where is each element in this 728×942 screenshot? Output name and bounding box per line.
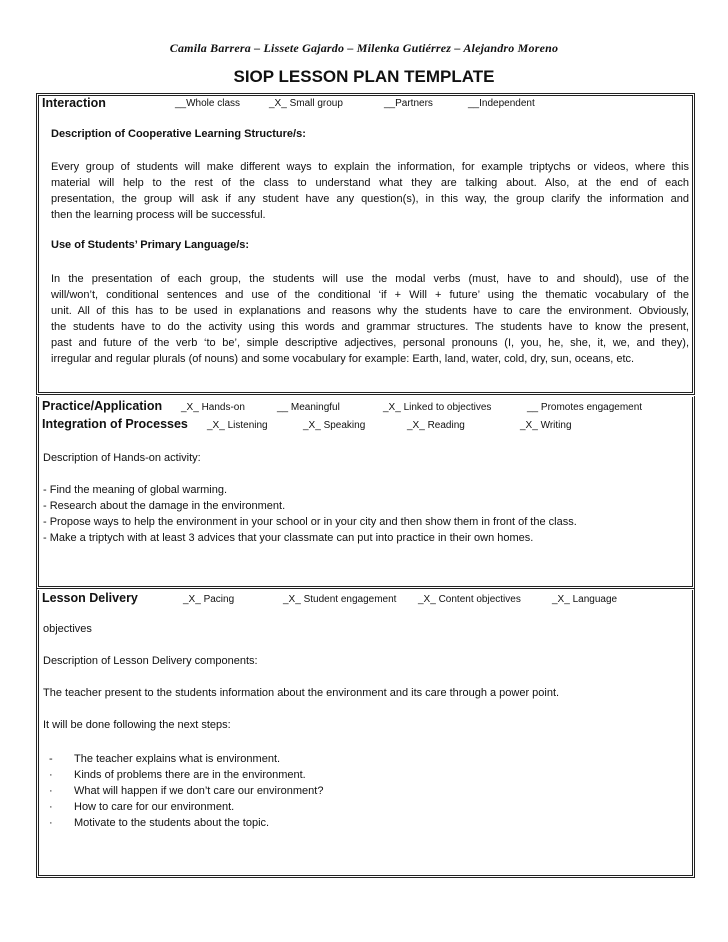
coop-line: Every group of students will make different ways to explain the information, for example triptychs or videos, where this [51,161,689,173]
coop-line: then the learning process will be successful. [51,209,266,221]
language-line: unit. All of this has to be used in explanations and reasons why the students have to care the environment. Obviously, [51,305,689,317]
bullet-dot: · [49,769,53,781]
practice-section [36,396,695,589]
language-line: past and future of the verb ‘to be’, simple descriptive adjectives, personal pronouns (I, you, he, she, it, we, and they), [51,337,689,349]
delivery-section [36,589,695,878]
page-title: SIOP LESSON PLAN TEMPLATE [233,67,495,86]
option-small-group: _X_ Small group [269,98,343,109]
list-item: - Make a triptych with at least 3 advices that your classmate can put into practice in their own homes. [43,532,534,544]
option-hands-on: _X_ Hands-on [181,402,245,413]
practice-heading: Practice/Application [42,399,163,413]
option-whole-class: __Whole class [175,98,241,109]
bullet-dot: · [49,817,53,829]
option-independent: __Independent [468,98,535,109]
list-item: - Propose ways to help the environment in your school or in your city and then show them in front of the class. [43,516,577,528]
list-item: Motivate to the students about the topic. [74,817,270,829]
delivery-heading: Lesson Delivery [42,591,138,605]
interaction-heading: Interaction [42,96,106,110]
option-writing: _X_ Writing [520,420,572,431]
option-meaningful: __ Meaningful [277,402,340,413]
option-speaking: _X_ Speaking [303,420,366,431]
list-item: How to care for our environment. [74,801,235,813]
integration-heading: Integration of Processes [42,417,188,431]
list-item: What will happen if we don’t care our environment? [74,785,324,797]
bullet-dash: - [49,753,53,765]
bullet-dot: · [49,785,53,797]
list-item: - Find the meaning of global warming. [43,484,228,496]
language-line: irregular and regular plurals (of nouns) and some vocabulary for example: Earth, land, water, cold, dry, sun, oceans, etc. [51,353,635,365]
list-item: - Research about the damage in the environment. [43,500,286,512]
option-student-engagement: _X_ Student engagement [283,594,397,605]
list-item: Kinds of problems there are in the environment. [74,769,306,781]
language-line: In the presentation of each group, the students will use the modal verbs (must, have to and should), use of the [51,273,689,285]
coop-line: material will help to the rest of the class to understand what they are talking about. Also, at the end of each [51,177,689,189]
coop-line: presentation, the group will ask if any student have any question(s), in this way, the group clarify the information and [51,193,689,205]
bullet-dot: · [49,801,53,813]
authors-line: Camila Barrera – Lissete Gajardo – Milenka Gutiérrez – Alejandro Moreno [169,41,559,55]
option-promotes-engagement: __ Promotes engagement [527,402,643,413]
language-line: the students have to do the activity using this words and grammar structures. The students have to know the present, [51,321,689,333]
hands-on-description-label: Description of Hands-on activity: [43,452,201,464]
delivery-intro: The teacher present to the students information about the environment and its care through a power point. [43,687,560,699]
option-linked-objectives: _X_ Linked to objectives [383,402,492,413]
interaction-section [36,93,695,395]
option-reading: _X_ Reading [407,420,465,431]
steps-label: It will be done following the next steps: [43,719,231,731]
delivery-description-label: Description of Lesson Delivery components: [43,655,258,667]
language-heading: Use of Students’ Primary Language/s: [51,239,250,251]
option-listening: _X_ Listening [207,420,268,431]
coop-heading: Description of Cooperative Learning Structure/s: [51,128,306,140]
language-line: will/won’t, conditional sentences and use of the conditional ‘if + Will + future’ using the thematic vocabulary of the [51,289,689,301]
objectives-word: objectives [43,623,92,635]
option-language: _X_ Language [552,594,618,605]
option-pacing: _X_ Pacing [183,594,235,605]
option-partners: __Partners [384,98,433,109]
option-content-objectives: _X_ Content objectives [418,594,521,605]
list-item: The teacher explains what is environment. [74,753,281,765]
